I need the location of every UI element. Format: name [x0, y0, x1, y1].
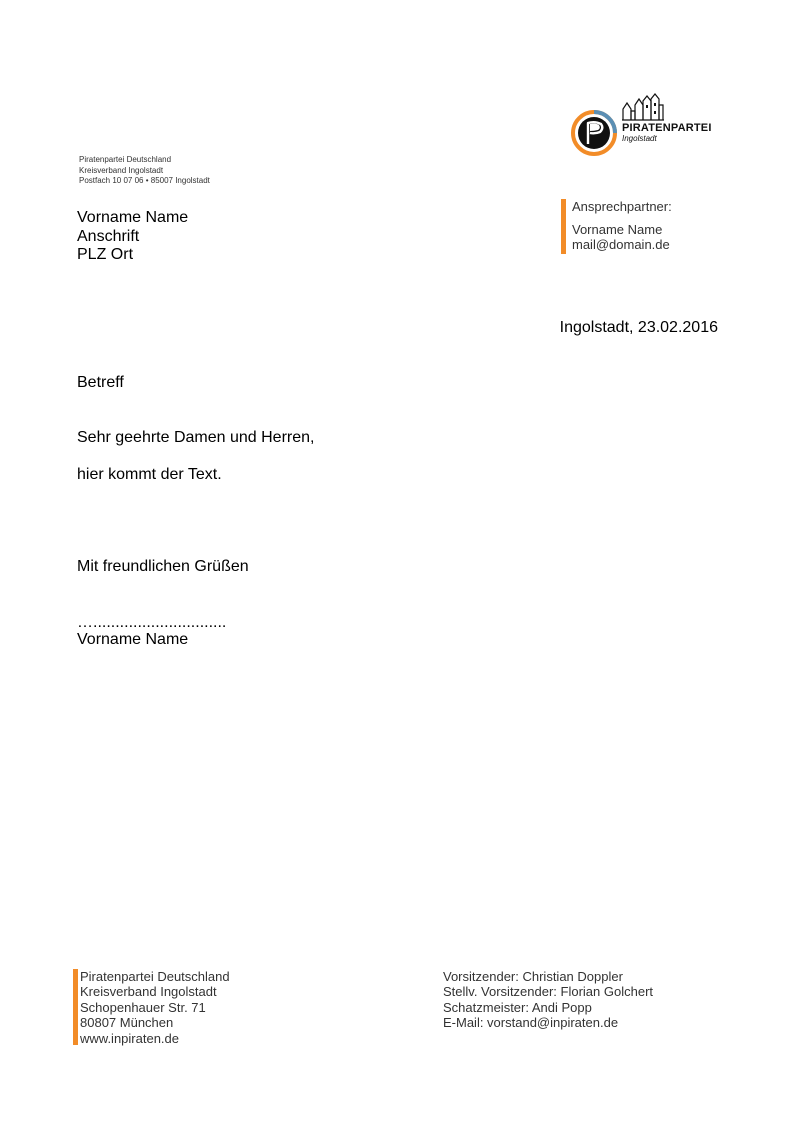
footer-address [80, 969, 230, 1046]
sender-address [79, 155, 210, 187]
letter-salutation: Sehr geehrte Damen und Herren, [77, 429, 315, 446]
recipient-name: Vorname Name [77, 209, 189, 226]
castle-skyline-icon [621, 93, 665, 121]
footer-line: Piratenpartei Deutschland [80, 969, 230, 984]
recipient-street: Anschrift [77, 227, 140, 245]
footer-website: www.inpiraten.de [80, 1030, 179, 1046]
footer-line: Schatzmeister: Andi Popp [443, 999, 592, 1015]
letter-subject: Betreff [77, 374, 124, 391]
footer-line: 80807 München [80, 1015, 174, 1031]
letter-body: hier kommt der Text. [77, 466, 222, 483]
signer-name: Vorname Name [77, 631, 189, 648]
sender-line: Postfach 10 07 06 • 85007 Ingolstadt [79, 176, 210, 185]
contact-box [572, 199, 672, 253]
contact-label: Ansprechpartner: [572, 199, 672, 214]
contact-email: mail@domain.de [572, 237, 670, 252]
pirate-flag-logo-icon [571, 110, 617, 156]
footer-accent-bar [73, 969, 78, 1045]
letter-date: Ingolstadt, 23.02.2016 [559, 319, 718, 336]
recipient-city: PLZ Ort [77, 246, 134, 263]
logo-city-text: Ingolstadt [622, 134, 657, 143]
footer-line: Schopenhauer Str. 71 [80, 999, 206, 1015]
party-logo [571, 93, 711, 157]
contact-name: Vorname Name [572, 221, 663, 237]
sender-line: Kreisverband Ingolstadt [79, 165, 164, 175]
contact-accent-bar [561, 199, 566, 254]
signature-line: ….............................. [77, 614, 227, 631]
footer-email: E-Mail: vorstand@inpiraten.de [443, 1015, 619, 1031]
sender-line: Piratenpartei Deutschland [79, 155, 172, 164]
footer-line: Stellv. Vorsitzender: Florian Golchert [443, 984, 654, 1000]
footer-line: Vorsitzender: Christian Doppler [443, 969, 623, 984]
logo-brand-text: PIRATENPARTEI [622, 122, 712, 134]
letter-closing: Mit freundlichen Grüßen [77, 558, 249, 575]
footer-line: Kreisverband Ingolstadt [80, 984, 217, 1000]
recipient-address [77, 209, 188, 265]
footer-board [443, 969, 653, 1031]
